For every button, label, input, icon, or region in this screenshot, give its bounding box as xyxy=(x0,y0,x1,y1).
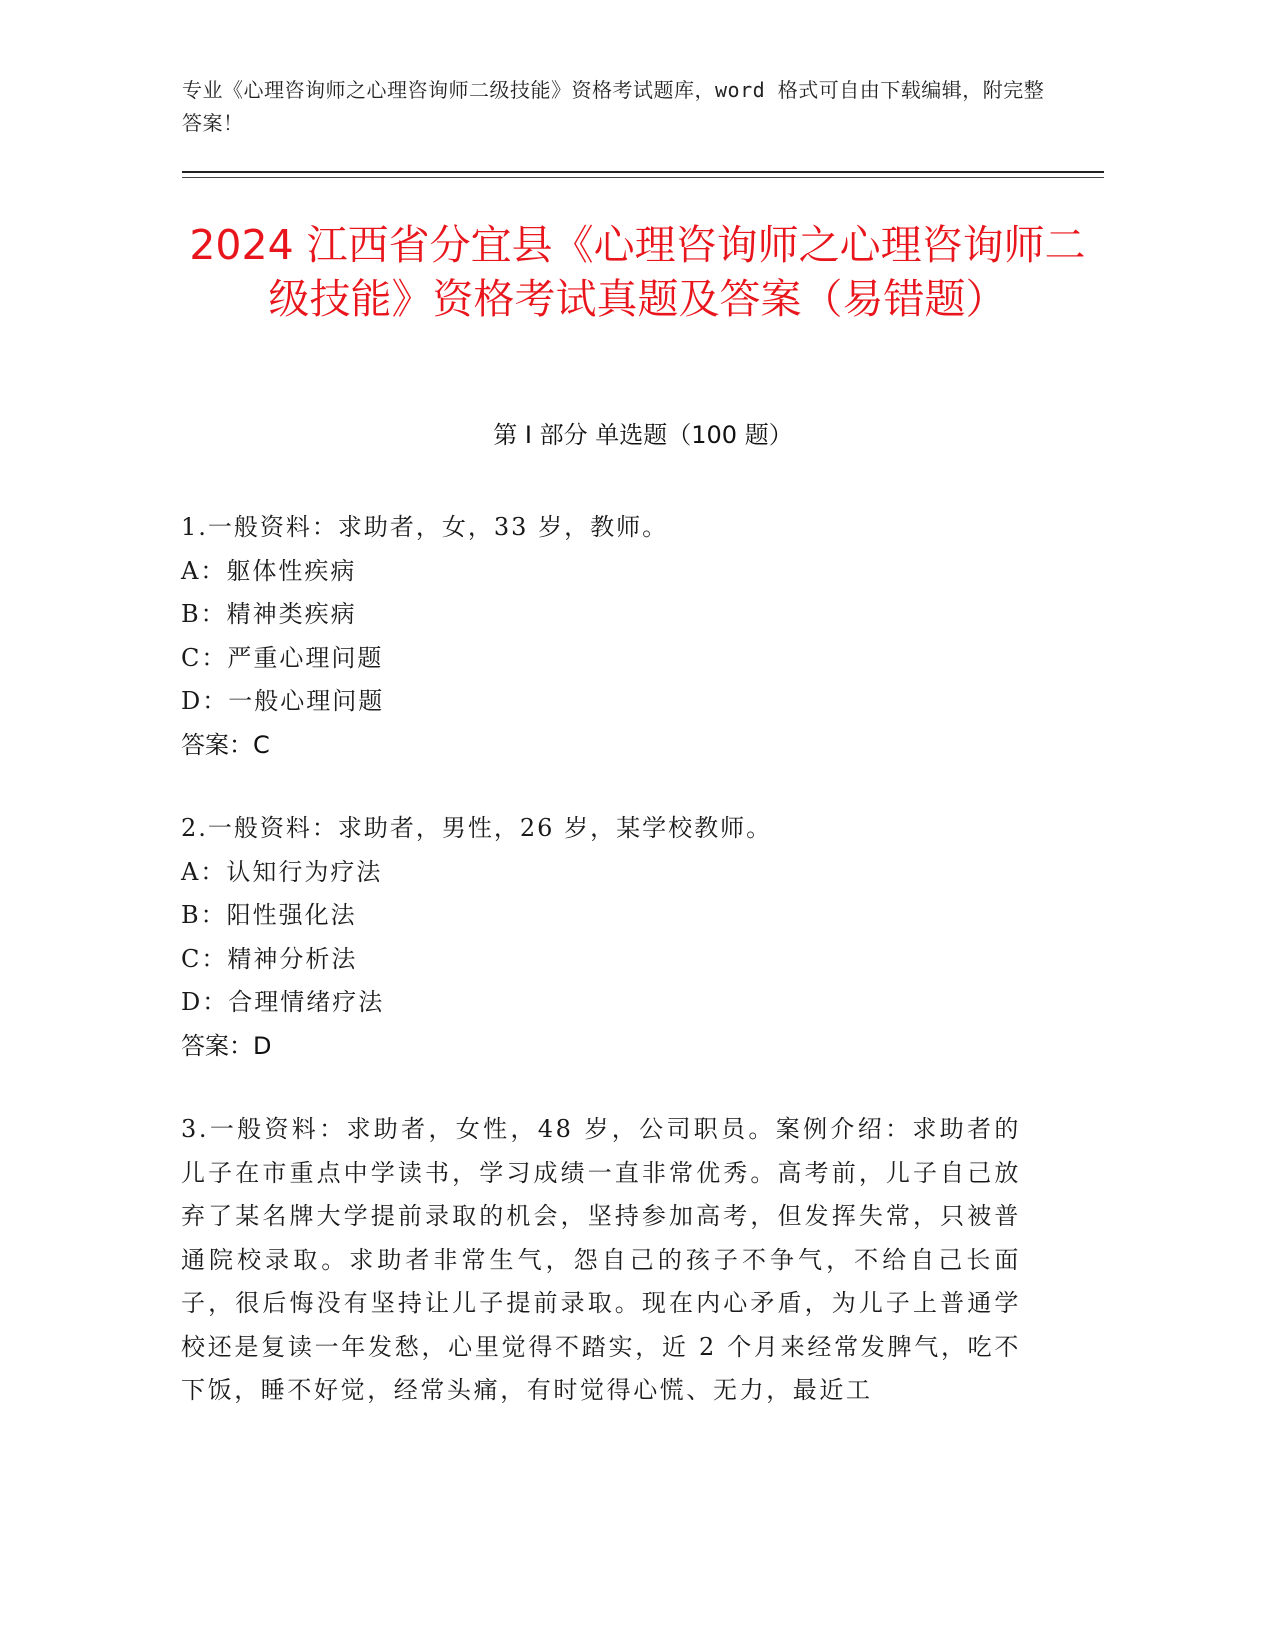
option-c: C：精神分析法 xyxy=(181,944,358,973)
answer: 答案：C xyxy=(181,730,270,759)
question-1 xyxy=(181,506,1021,767)
question-stem: 1.一般资料：求助者，女，33 岁，教师。 xyxy=(181,513,669,541)
question-list xyxy=(181,506,1021,1453)
option-a: A：躯体性疾病 xyxy=(181,556,357,585)
option-d: D：合理情绪疗法 xyxy=(181,988,385,1016)
answer: 答案：D xyxy=(181,1031,272,1060)
document-title: 2024 江西省分宜县《心理咨询师之心理咨询师二级技能》资格考试真题及答案（易错题） xyxy=(189,221,1086,323)
question-3 xyxy=(181,1108,1021,1413)
option-a: A：认知行为疗法 xyxy=(181,857,383,886)
option-c: C：严重心理问题 xyxy=(181,643,384,672)
header-divider-thin xyxy=(182,177,1104,178)
question-stem: 2.一般资料：求助者，男性，26 岁，某学校教师。 xyxy=(181,814,773,842)
question-2 xyxy=(181,807,1021,1068)
question-stem: 3.一般资料：求助者，女性，48 岁，公司职员。案例介绍：求助者的儿子在市重点中学读书，学习成绩一直非常优秀。高考前，儿子自己放弃了某名牌大学提前录取的机会，坚持参加高考，但发挥失常，只被普通院校录取。求助者非常生气，怨自己的孩子不争气，不给自己长面子，很后悔没有坚持让儿子提前录取。现在内心矛盾，为儿子上普通学校还是复读一年发愁，心里觉得不踏实，近 2 个月来经常发脾气，吃不下饭，睡不好觉，经常头痛，有时觉得心慌、无力，最近工 xyxy=(181,1115,1021,1404)
section-title: 第 I 部分 单选题（100 题） xyxy=(493,421,793,449)
option-b: B：阳性强化法 xyxy=(181,901,357,929)
option-d: D：一般心理问题 xyxy=(181,687,385,715)
option-b: B：精神类疾病 xyxy=(181,600,357,628)
header-note: 专业《心理咨询师之心理咨询师二级技能》资格考试题库，word 格式可自由下载编辑，附完整答案！ xyxy=(182,78,1045,135)
header-divider-thick xyxy=(182,171,1104,173)
